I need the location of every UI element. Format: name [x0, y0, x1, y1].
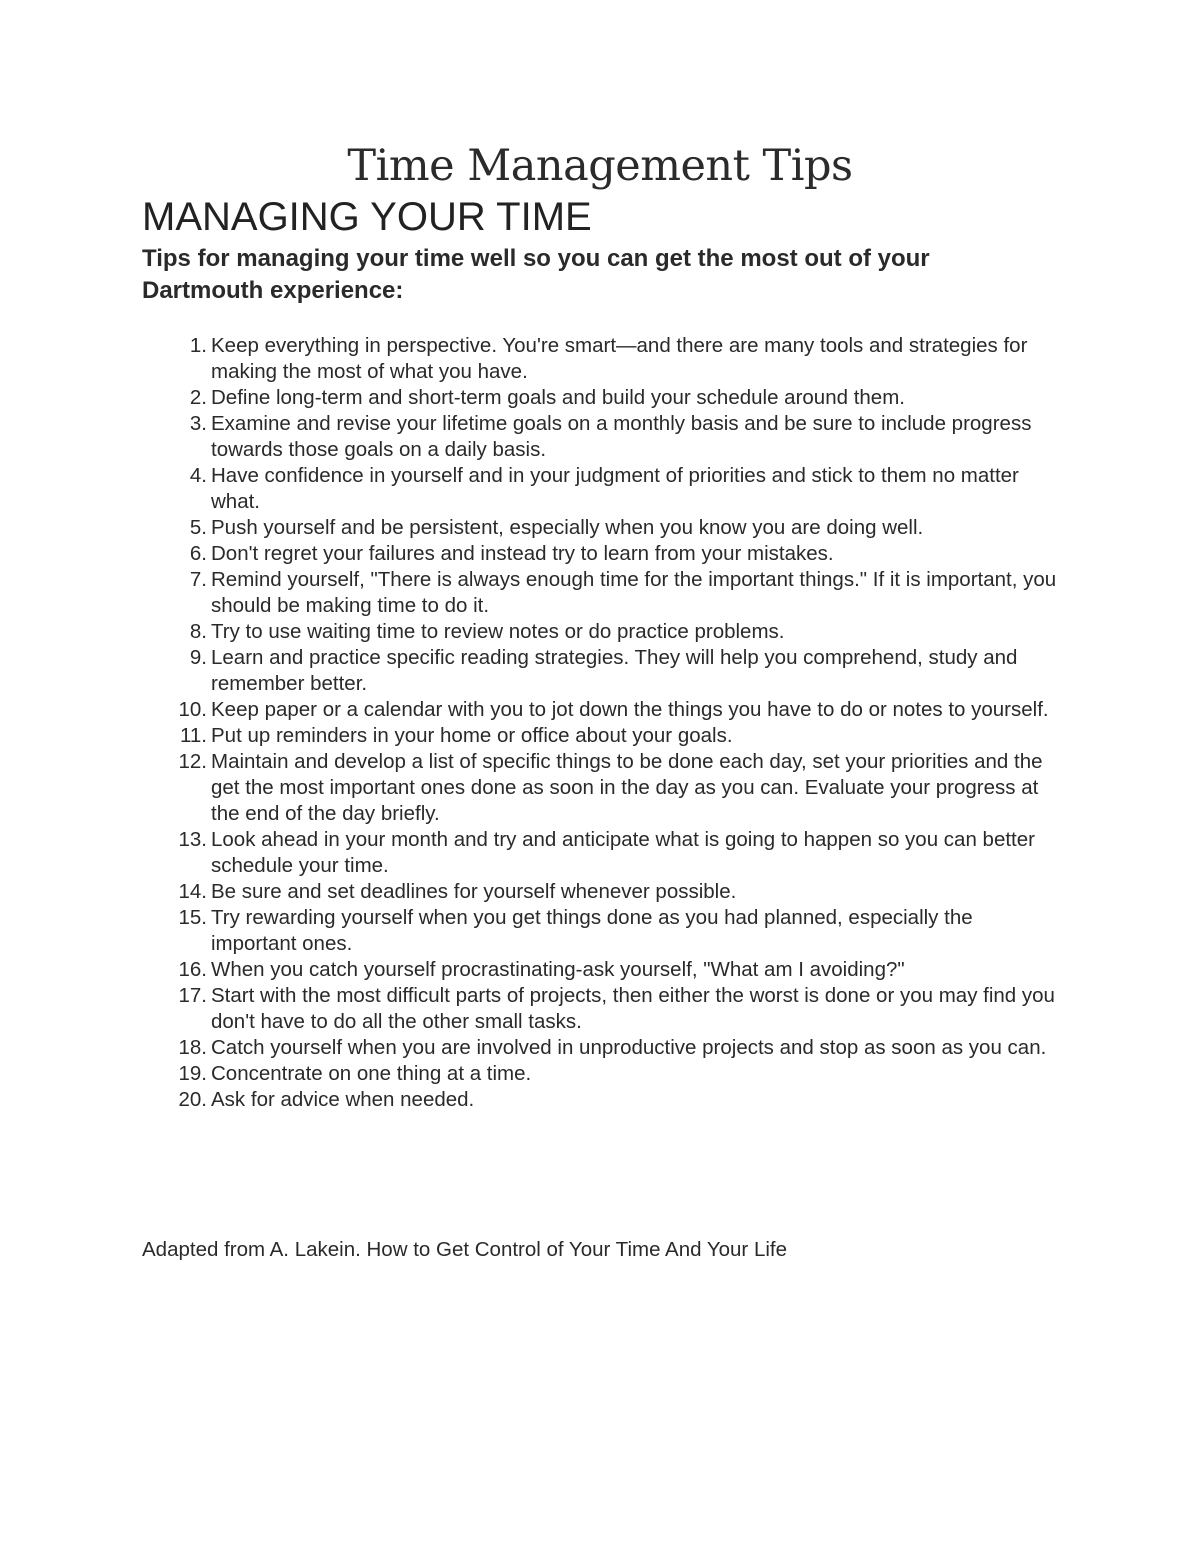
- list-item-text: Ask for advice when needed.: [211, 1088, 475, 1111]
- list-item-text: When you catch yourself procrastinating-ask yourself, "What am I avoiding?": [211, 958, 905, 981]
- list-item-text: Keep everything in perspective. You're smart—and there are many tools and strategies for making the most of what you have.: [211, 334, 1028, 383]
- list-item: [0, 515, 1061, 541]
- list-number: 17.: [178, 984, 207, 1007]
- list-item-text: Learn and practice specific reading strategies. They will help you comprehend, study and remember better.: [211, 646, 1018, 695]
- list-item: [0, 1035, 1061, 1061]
- document-title: Time Management Tips: [347, 141, 853, 191]
- intro-text: Tips for managing your time well so you can get the most out of your Dartmouth experience:: [142, 245, 930, 304]
- list-item: [0, 879, 1061, 905]
- list-item-text: Examine and revise your lifetime goals on a monthly basis and be sure to include progress towards those goals on a daily basis.: [211, 412, 1032, 461]
- list-number: 6.: [189, 542, 207, 565]
- list-item-text: Be sure and set deadlines for yourself whenever possible.: [211, 880, 737, 903]
- list-item-text: Remind yourself, "There is always enough time for the important things." If it is important, you should be making time to do it.: [211, 568, 1057, 617]
- list-item: [0, 567, 1061, 619]
- list-item-text: Define long-term and short-term goals and build your schedule around them.: [211, 386, 905, 409]
- list-item-text: Concentrate on one thing at a time.: [211, 1062, 532, 1085]
- list-item: [0, 827, 1061, 879]
- list-number: 12.: [178, 750, 207, 773]
- list-item: [0, 333, 1061, 385]
- list-item: [0, 541, 1061, 567]
- list-item: [0, 463, 1061, 515]
- list-item: [0, 619, 1061, 645]
- list-item: [0, 957, 1061, 983]
- list-item: [0, 749, 1061, 827]
- list-number: 15.: [178, 906, 207, 929]
- list-number: 16.: [178, 958, 207, 981]
- list-number: 10.: [178, 698, 207, 721]
- list-item-text: Maintain and develop a list of specific things to be done each day, set your priorities and the get the most important ones done as soon in the day as you can. Evaluate your progress at the end of the day briefly.: [211, 750, 1043, 825]
- list-number: 9.: [189, 646, 207, 669]
- list-number: 8.: [189, 620, 207, 643]
- list-number: 20.: [178, 1088, 207, 1111]
- list-item-text: Put up reminders in your home or office about your goals.: [211, 724, 733, 747]
- tips-list: [0, 333, 1200, 1113]
- list-number: 7.: [189, 568, 207, 591]
- list-item-text: Don't regret your failures and instead try to learn from your mistakes.: [211, 542, 834, 565]
- list-number: 14.: [178, 880, 207, 903]
- list-item: [0, 1061, 1061, 1087]
- list-item-text: Keep paper or a calendar with you to jot down the things you have to do or notes to yourself.: [211, 698, 1049, 721]
- list-item-text: Look ahead in your month and try and anticipate what is going to happen so you can better schedule your time.: [211, 828, 1035, 877]
- list-item: [0, 385, 1061, 411]
- section-heading: MANAGING YOUR TIME: [142, 195, 592, 239]
- list-number: 18.: [178, 1036, 207, 1059]
- list-number: 2.: [189, 386, 207, 409]
- list-item-text: Try rewarding yourself when you get things done as you had planned, especially the important ones.: [211, 906, 973, 955]
- list-item-text: Start with the most difficult parts of projects, then either the worst is done or you may find you don't have to do all the other small tasks.: [211, 984, 1055, 1033]
- attribution-text: Adapted from A. Lakein. How to Get Control of Your Time And Your Life: [142, 1238, 788, 1261]
- list-item: [0, 723, 1061, 749]
- list-item: [0, 1087, 1061, 1113]
- list-number: 4.: [189, 464, 207, 487]
- list-number: 1.: [189, 334, 207, 357]
- list-item: [0, 411, 1061, 463]
- list-item: [0, 697, 1061, 723]
- list-item-text: Push yourself and be persistent, especially when you know you are doing well.: [211, 516, 924, 539]
- list-item: [0, 983, 1061, 1035]
- list-item: [0, 645, 1061, 697]
- list-number: 11.: [180, 724, 207, 747]
- list-item-text: Catch yourself when you are involved in unproductive projects and stop as soon as you can.: [211, 1036, 1047, 1059]
- list-item: [0, 905, 1061, 957]
- list-number: 5.: [189, 516, 207, 539]
- list-number: 13.: [178, 828, 207, 851]
- list-item-text: Try to use waiting time to review notes or do practice problems.: [211, 620, 785, 643]
- list-number: 19.: [178, 1062, 207, 1085]
- list-number: 3.: [189, 412, 207, 435]
- list-item-text: Have confidence in yourself and in your judgment of priorities and stick to them no matter what.: [211, 464, 1019, 513]
